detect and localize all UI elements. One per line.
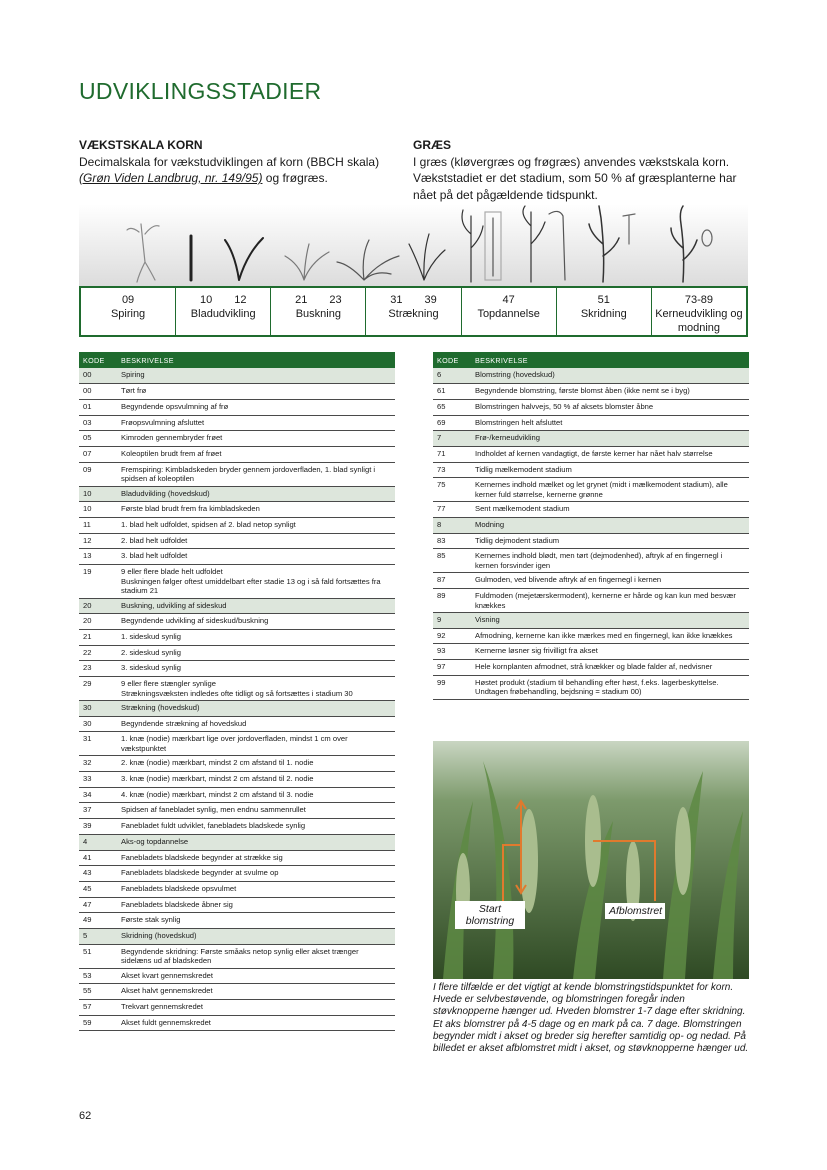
table-row [433, 415, 749, 431]
table-section-row [433, 368, 749, 384]
stage-code: 10 [199, 294, 213, 306]
table-row [433, 675, 749, 699]
row-description: Bladudvikling (hovedskud) [117, 486, 395, 502]
row-description: Blomstringen helt afsluttet [471, 415, 749, 431]
row-code: 6 [433, 368, 471, 384]
stage-code-table-left [79, 352, 395, 1031]
stage-cell [652, 288, 746, 335]
row-description: Trekvart gennemskredet [117, 1000, 395, 1016]
stage-code: 47 [502, 294, 515, 306]
photo-caption: I flere tilfælde er det vigtigt at kende blomstringstidspunktet for korn. Hvede er selvbestøvende, og blomstringen foregår inden støvknopperne hænger ud. Hveden blomstrer 1-7 dage efter skridning. Et aks blomstrer på 4-5 dage og en mark på ca. 7 dage. Blomstringen begynder midt i akset og breder sig herefter samtidig op- og nedad. På billedet er akset afblomstret midt i akset, og støvknopperne hænger ud. [433, 982, 749, 1055]
row-description: Kernernes indhold blødt, men tørt (dejmodenhed), aftryk af en fingernegl i kernen forsvinder igen [471, 549, 749, 573]
stage-cell [462, 288, 557, 335]
table-row [433, 399, 749, 415]
intro-graes-heading: GRÆS [413, 138, 452, 152]
row-code: 59 [79, 1015, 117, 1031]
stage-cell [557, 288, 652, 335]
label-start-flowering: Start blomstring [455, 901, 525, 929]
row-code: 5 [79, 928, 117, 944]
stage-code: 31 [390, 294, 403, 306]
stage-code: 39 [424, 294, 437, 306]
table-row [79, 716, 395, 732]
row-description: Første stak synlig [117, 913, 395, 929]
row-code: 22 [79, 645, 117, 661]
table-row [433, 573, 749, 589]
table-row [433, 589, 749, 613]
row-code: 19 [79, 565, 117, 599]
row-code: 37 [79, 803, 117, 819]
stage-cell [81, 288, 176, 335]
row-code: 8 [433, 518, 471, 534]
row-code: 49 [79, 913, 117, 929]
row-description: Fanebladet fuldt udviklet, fanebladets bladskede synlig [117, 819, 395, 835]
row-code: 69 [433, 415, 471, 431]
stage-code: 51 [597, 294, 610, 306]
row-description: Fanebladets bladskede åbner sig [117, 897, 395, 913]
stage-code: 73-89 [684, 294, 713, 306]
row-description: Visning [471, 613, 749, 629]
row-description: Hele kornplanten afmodnet, strå knækker og blade falder af, nedvisner [471, 660, 749, 676]
table-row [79, 629, 395, 645]
table-row [433, 384, 749, 400]
stage-codes [557, 293, 651, 307]
stage-codes [652, 293, 746, 307]
stage-bar [79, 286, 748, 337]
table-row [79, 819, 395, 835]
intro-korn-line1: Decimalskala for vækstudviklingen af korn (BBCH skala) [79, 154, 380, 169]
row-description: Modning [471, 518, 749, 534]
row-code: 61 [433, 384, 471, 400]
intro-korn [79, 137, 389, 187]
table-section-row [79, 486, 395, 502]
stage-cell [366, 288, 461, 335]
table-row [79, 944, 395, 968]
table-row [79, 415, 395, 431]
stage-code: 23 [329, 294, 342, 306]
row-description: Spidsen af fanebladet synlig, men endnu sammenrullet [117, 803, 395, 819]
table-row [79, 850, 395, 866]
row-description: Tørt frø [117, 384, 395, 400]
table-row [79, 661, 395, 677]
stage-label: Kerneudvikling og modning [655, 308, 743, 334]
row-code: 33 [79, 772, 117, 788]
table-row [79, 866, 395, 882]
table-row [79, 677, 395, 701]
label-flowered: Afblomstret [605, 903, 665, 919]
row-description: Begyndende opsvulmning af frø [117, 399, 395, 415]
stage-code-table-right [433, 352, 749, 700]
page-number: 62 [79, 1110, 92, 1122]
row-description: 9 eller flere blade helt udfoldet Buskningen følger oftest umiddelbart efter stadie 13 og i så fald fortsættes fra stadium 21 [117, 565, 395, 599]
table-row [79, 518, 395, 534]
row-code: 03 [79, 415, 117, 431]
table-row [79, 897, 395, 913]
row-description: 2. knæ (nodie) mærkbart, mindst 2 cm afstand til 1. nodie [117, 756, 395, 772]
row-description: Akset kvart gennemskredet [117, 968, 395, 984]
table-section-row [79, 701, 395, 717]
row-description: Akset halvt gennemskredet [117, 984, 395, 1000]
table-row [79, 968, 395, 984]
row-description: Indholdet af kernen vandagtigt, de første kerner har nået halv størrelse [471, 446, 749, 462]
row-description: 1. knæ (nodie) mærkbart lige over jordoverfladen, mindst 1 cm over vækstpunktet [117, 732, 395, 756]
row-description: Kernerne løsner sig frivilligt fra akset [471, 644, 749, 660]
row-code: 77 [433, 502, 471, 518]
stage-code: 21 [295, 294, 308, 306]
table-row [433, 628, 749, 644]
row-description: Skridning (hovedskud) [117, 928, 395, 944]
row-code: 34 [79, 787, 117, 803]
row-code: 51 [79, 944, 117, 968]
stage-label: Buskning [295, 308, 341, 320]
table-row [79, 1000, 395, 1016]
table-section-row [79, 368, 395, 384]
row-code: 30 [79, 716, 117, 732]
row-code: 00 [79, 384, 117, 400]
table-row [433, 549, 749, 573]
row-description: Koleoptilen brudt frem af frøet [117, 446, 395, 462]
stage-codes [462, 293, 556, 307]
row-code: 92 [433, 628, 471, 644]
table-row [79, 614, 395, 630]
row-code: 11 [79, 518, 117, 534]
table-row [79, 462, 395, 486]
table-row [79, 787, 395, 803]
row-code: 75 [433, 478, 471, 502]
row-code: 73 [433, 462, 471, 478]
stage-code: 09 [121, 294, 135, 306]
intro-korn-reference[interactable]: (Grøn Viden Landbrug, nr. 149/95) [79, 171, 263, 185]
intro-graes-text: I græs (kløvergræs og frøgræs) anvendes vækstskala korn. Vækststadiet er det stadium, som 50 % af græsplanterne har nået på det pågældende tidspunkt. [413, 154, 737, 202]
stage-codes [271, 293, 365, 307]
row-code: 10 [79, 502, 117, 518]
table-section-row [433, 613, 749, 629]
row-description: Akset fuldt gennemskredet [117, 1015, 395, 1031]
table-section-row [433, 518, 749, 534]
row-description: Frø-/kerneudvikling [471, 431, 749, 447]
stage-label: Strækning [388, 308, 439, 320]
stage-label: Skridning [580, 308, 627, 320]
table-row [433, 502, 749, 518]
row-code: 65 [433, 399, 471, 415]
row-description: Gulmoden, ved blivende aftryk af en fingernegl i kernen [471, 573, 749, 589]
row-code: 20 [79, 614, 117, 630]
table-row [79, 533, 395, 549]
table-row [79, 732, 395, 756]
row-code: 10 [79, 486, 117, 502]
row-description: Høstet produkt (stadium til behandling efter høst, f.eks. lagerbeskyttelse. Undtagen frøbehandling, bejdsning = stadium 00) [471, 675, 749, 699]
row-description: Sent mælkemodent stadium [471, 502, 749, 518]
row-description: Tidlig dejmodent stadium [471, 533, 749, 549]
row-description: Strækning (hovedskud) [117, 701, 395, 717]
row-code: 97 [433, 660, 471, 676]
header-description: BESKRIVELSE [471, 352, 749, 368]
table-row [433, 533, 749, 549]
row-description: Fuldmoden (mejetærskermodent), kernerne er hårde og kan kun med besvær knækkes [471, 589, 749, 613]
row-description: 9 eller flere stængler synlige Strækningsvæksten indledes ofte tidligt og så fortsættes i stadium 30 [117, 677, 395, 701]
row-description: Spiring [117, 368, 395, 384]
stage-label: Spiring [110, 308, 146, 320]
table-row [79, 756, 395, 772]
row-code: 9 [433, 613, 471, 629]
wheat-photo [433, 741, 749, 979]
intro-korn-line2: og frøgræs. [262, 171, 328, 185]
stage-cell [271, 288, 366, 335]
row-code: 12 [79, 533, 117, 549]
intro-graes [413, 137, 753, 203]
row-code: 23 [79, 661, 117, 677]
row-description: 3. blad helt udfoldet [117, 549, 395, 565]
row-code: 4 [79, 834, 117, 850]
row-code: 85 [433, 549, 471, 573]
row-description: 2. blad helt udfoldet [117, 533, 395, 549]
row-code: 07 [79, 446, 117, 462]
row-code: 00 [79, 368, 117, 384]
row-code: 05 [79, 431, 117, 447]
row-description: Begyndende udvikling af sideskud/buskning [117, 614, 395, 630]
row-description: Blomstring (hovedskud) [471, 368, 749, 384]
table-row [79, 645, 395, 661]
table-row [79, 431, 395, 447]
row-code: 01 [79, 399, 117, 415]
row-code: 71 [433, 446, 471, 462]
table-row [433, 446, 749, 462]
table-row [79, 549, 395, 565]
row-code: 20 [79, 598, 117, 614]
row-code: 57 [79, 1000, 117, 1016]
table-row [79, 446, 395, 462]
row-description: Fremspiring: Kimbladskeden bryder gennem jordoverfladen, 1. blad synligt i spidsen af koleoptilen [117, 462, 395, 486]
table-row [79, 399, 395, 415]
header-code: KODE [79, 352, 117, 368]
row-code: 39 [79, 819, 117, 835]
table-row [79, 384, 395, 400]
table-row [79, 1015, 395, 1031]
row-code: 31 [79, 732, 117, 756]
row-code: 13 [79, 549, 117, 565]
table-row [433, 660, 749, 676]
table-row [79, 913, 395, 929]
row-code: 41 [79, 850, 117, 866]
row-code: 45 [79, 881, 117, 897]
row-description: Fanebladets bladskede opsvulmet [117, 881, 395, 897]
row-description: 3. sideskud synlig [117, 661, 395, 677]
stage-codes [176, 293, 270, 307]
stage-label: Bladudvikling [190, 308, 256, 320]
table-row [433, 462, 749, 478]
table-row [79, 984, 395, 1000]
row-description: Fanebladets bladskede begynder at strække sig [117, 850, 395, 866]
row-description: Fanebladets bladskede begynder at svulme op [117, 866, 395, 882]
row-description: Begyndende skridning: Første småaks netop synlig eller akset trænger sidelæns ud af bladskeden [117, 944, 395, 968]
stage-cell [176, 288, 271, 335]
row-code: 47 [79, 897, 117, 913]
row-code: 30 [79, 701, 117, 717]
row-description: Aks-og topdannelse [117, 834, 395, 850]
row-code: 21 [79, 629, 117, 645]
row-description: Frøopsvulmning afsluttet [117, 415, 395, 431]
row-code: 83 [433, 533, 471, 549]
page-title: UDVIKLINGSSTADIER [79, 78, 322, 104]
row-code: 32 [79, 756, 117, 772]
header-description: BESKRIVELSE [117, 352, 395, 368]
row-description: Kernernes indhold mælket og let grynet (midt i mælkemodent stadium), alle kerner fuld størrelse, kernerne grønne [471, 478, 749, 502]
row-description: Begyndende blomstring, første blomst åben (ikke nemt se i byg) [471, 384, 749, 400]
row-description: 1. sideskud synlig [117, 629, 395, 645]
stage-codes [81, 293, 175, 307]
stage-label: Topdannelse [477, 308, 540, 320]
row-description: Tidlig mælkemodent stadium [471, 462, 749, 478]
stage-code: 12 [234, 294, 247, 306]
row-code: 29 [79, 677, 117, 701]
row-description: Begyndende strækning af hovedskud [117, 716, 395, 732]
stage-codes [366, 293, 460, 307]
table-row [79, 881, 395, 897]
table-row [79, 502, 395, 518]
row-description: Blomstringen halvvejs, 50 % af aksets blomster åbne [471, 399, 749, 415]
intro-korn-heading: VÆKSTSKALA KORN [79, 138, 203, 152]
row-code: 99 [433, 675, 471, 699]
row-code: 53 [79, 968, 117, 984]
row-description: Første blad brudt frem fra kimbladskeden [117, 502, 395, 518]
row-description: 2. sideskud synlig [117, 645, 395, 661]
table-section-row [79, 928, 395, 944]
table-section-row [433, 431, 749, 447]
table-row [433, 478, 749, 502]
row-description: Buskning, udvikling af sideskud [117, 598, 395, 614]
row-description: 1. blad helt udfoldet, spidsen af 2. blad netop synligt [117, 518, 395, 534]
row-code: 55 [79, 984, 117, 1000]
row-code: 09 [79, 462, 117, 486]
table-row [79, 565, 395, 599]
row-code: 43 [79, 866, 117, 882]
table-section-row [79, 598, 395, 614]
row-description: 4. knæ (nodie) mærkbart, mindst 2 cm afstand til 3. nodie [117, 787, 395, 803]
table-row [79, 803, 395, 819]
row-description: 3. knæ (nodie) mærkbart, mindst 2 cm afstand til 2. nodie [117, 772, 395, 788]
row-code: 89 [433, 589, 471, 613]
wheat-photo-illustration [433, 741, 749, 979]
row-code: 93 [433, 644, 471, 660]
row-code: 87 [433, 573, 471, 589]
table-row [79, 772, 395, 788]
table-section-row [79, 834, 395, 850]
table-row [433, 644, 749, 660]
row-code: 7 [433, 431, 471, 447]
header-code: KODE [433, 352, 471, 368]
row-description: Kimroden gennembryder frøet [117, 431, 395, 447]
row-description: Afmodning, kernerne kan ikke mærkes med en fingernegl, kan ikke knækkes [471, 628, 749, 644]
growth-stage-illustration [79, 204, 748, 286]
